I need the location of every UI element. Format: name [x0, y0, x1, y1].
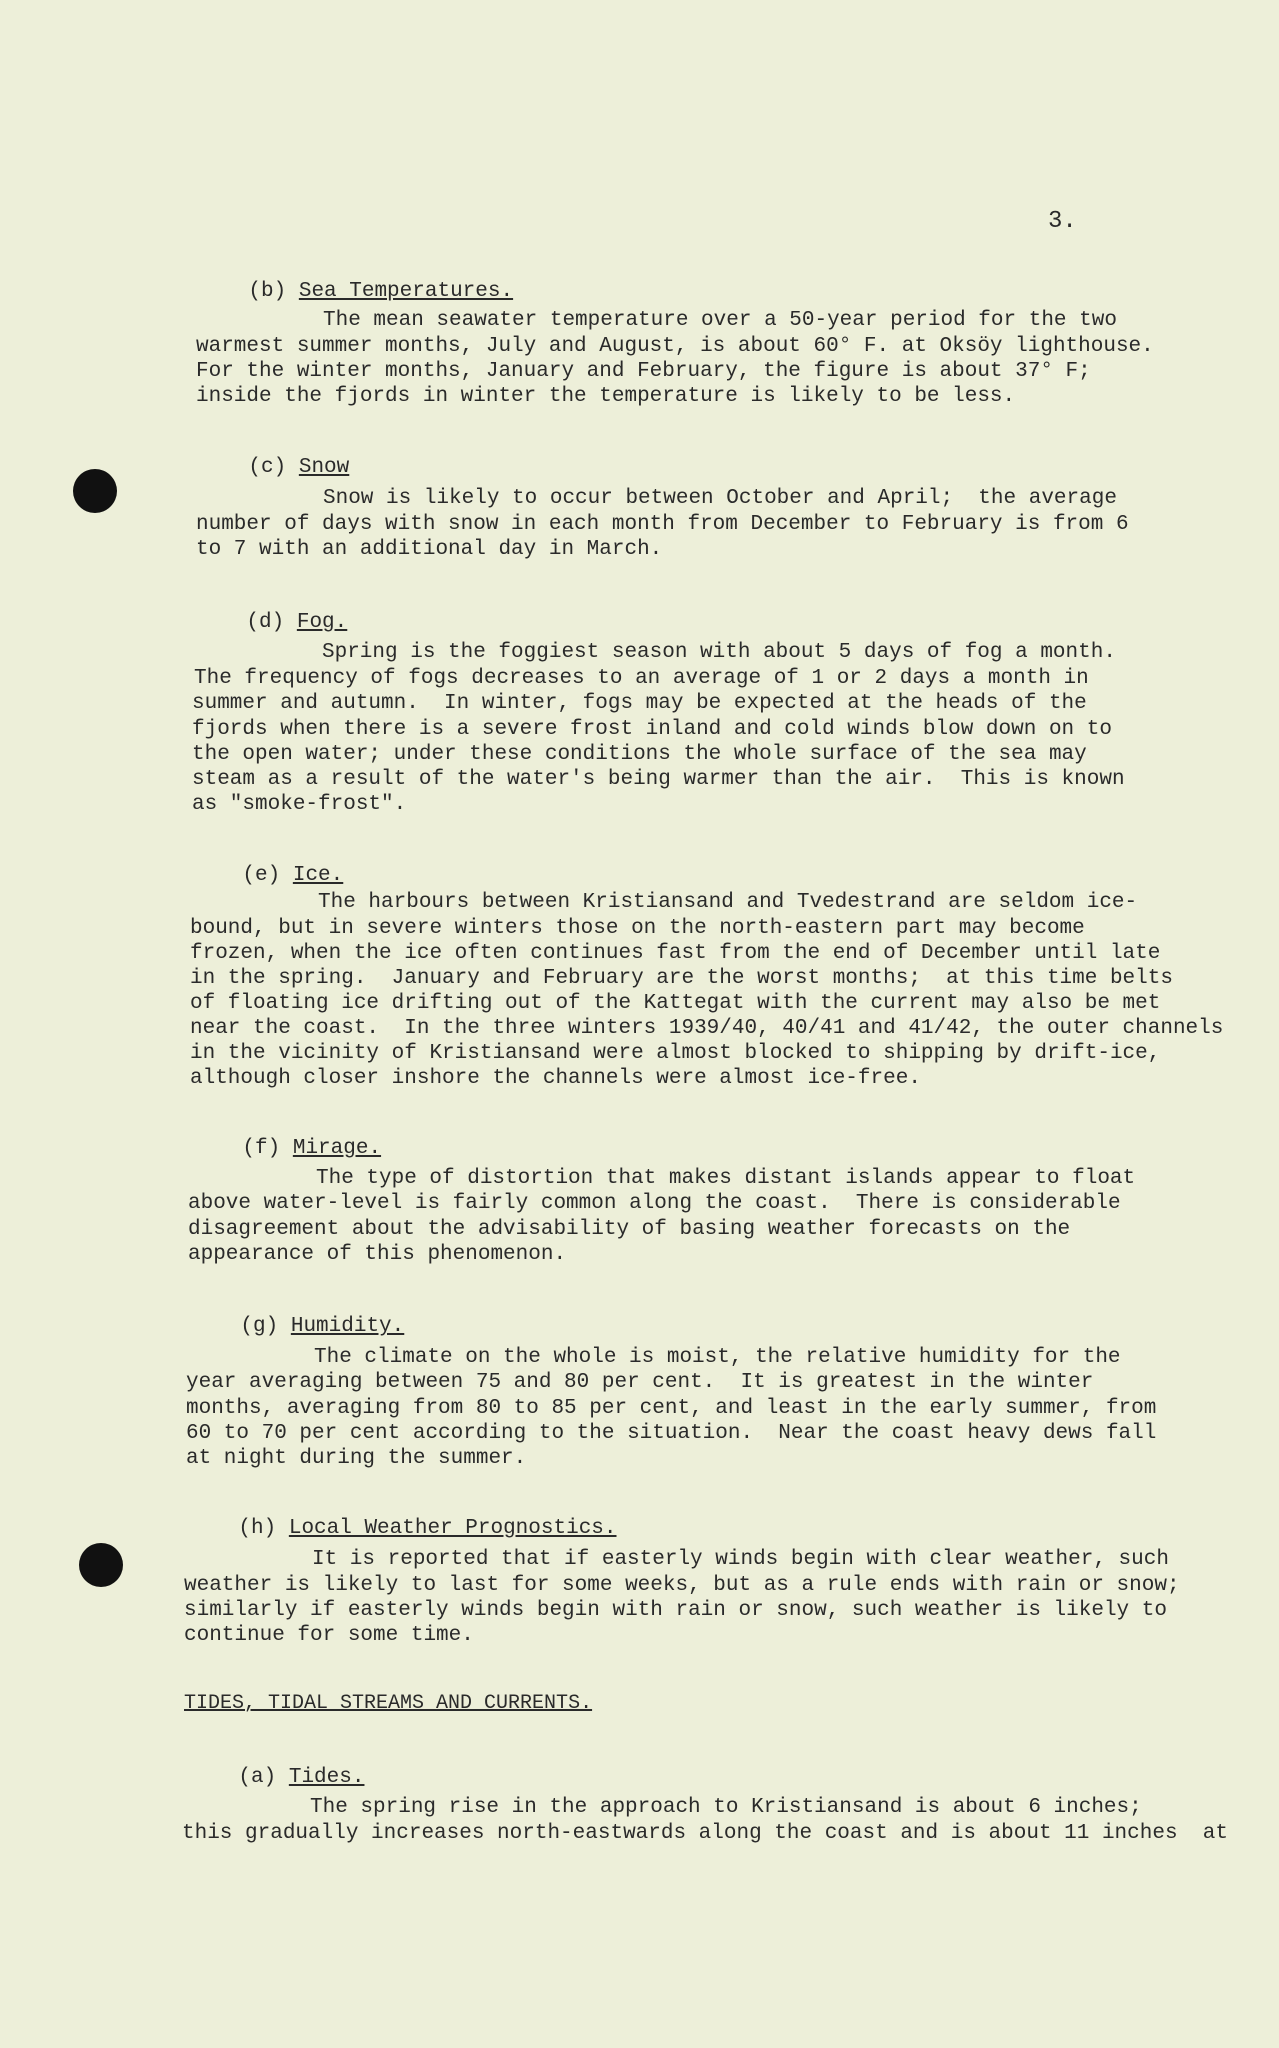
text-line: although closer inshore the channels were almost ice-free.: [190, 1067, 921, 1090]
section-title: Snow: [298, 456, 350, 479]
text-line: fjords when there is a severe frost inland and cold winds blow down on to: [192, 718, 1112, 741]
text-line: in the spring. January and February are the worst months; at this time belts: [190, 967, 1173, 990]
section-title: Ice.: [292, 864, 344, 887]
section-marker: (f): [242, 1137, 281, 1160]
section-marker: (g): [240, 1315, 279, 1338]
text-line: continue for some time.: [184, 1624, 474, 1647]
text-line: as "smoke-frost".: [192, 793, 407, 816]
text-line: It is reported that if easterly winds begin with clear weather, such: [312, 1548, 1169, 1571]
punch-hole-bottom: [79, 1543, 123, 1587]
section-title: Tides.: [288, 1766, 365, 1789]
text-line: disagreement about the advisability of basing weather forecasts on the: [188, 1218, 1071, 1241]
punch-hole-top: [73, 469, 117, 513]
section-marker: (e): [242, 864, 281, 887]
text-line: inside the fjords in winter the temperature is likely to be less.: [196, 385, 1016, 408]
tides-section-title: TIDES, TIDAL STREAMS AND CURRENTS.: [184, 1692, 593, 1715]
section-marker: (d): [246, 611, 285, 634]
text-line: number of days with snow in each month from December to February is from 6: [196, 513, 1129, 536]
text-line: Snow is likely to occur between October and April; the average: [323, 487, 1117, 510]
text-line: The mean seawater temperature over a 50-year period for the two: [323, 309, 1117, 332]
text-line: above water-level is fairly common along the coast. There is considerable: [188, 1192, 1121, 1215]
text-line: Spring is the foggiest season with about 5 days of fog a month.: [322, 641, 1116, 664]
text-line: the open water; under these conditions the whole surface of the sea may: [192, 743, 1087, 766]
section-marker: (a): [238, 1766, 277, 1789]
text-line: 60 to 70 per cent according to the situation. Near the coast heavy dews fall: [186, 1422, 1157, 1445]
text-line: The spring rise in the approach to Kristiansand is about 6 inches;: [310, 1796, 1142, 1819]
text-line: For the winter months, January and February, the figure is about 37° F;: [196, 360, 1091, 383]
section-marker: (h): [238, 1517, 277, 1540]
text-line: to 7 with an additional day in March.: [196, 538, 663, 561]
section-marker: (b): [248, 280, 287, 303]
text-line: warmest summer months, July and August, is about 60° F. at Oksöy lighthouse.: [196, 335, 1154, 358]
text-line: similarly if easterly winds begin with rain or snow, such weather is likely to: [184, 1599, 1167, 1622]
text-line: of floating ice drifting out of the Kattegat with the current may also be met: [190, 992, 1161, 1015]
text-line: in the vicinity of Kristiansand were almost blocked to shipping by drift-ice,: [190, 1042, 1161, 1065]
text-line: this gradually increases north-eastwards along the coast and is about 11 inches at: [182, 1822, 1228, 1845]
text-line: months, averaging from 80 to 85 per cent, and least in the early summer, from: [186, 1397, 1157, 1420]
text-line: The frequency of fogs decreases to an average of 1 or 2 days a month in: [194, 667, 1089, 690]
text-line: bound, but in severe winters those on the north-eastern part may become: [190, 917, 1085, 940]
section-title: Sea Temperatures.: [298, 280, 514, 303]
text-line: summer and autumn. In winter, fogs may be expected at the heads of the: [192, 692, 1087, 715]
text-line: appearance of this phenomenon.: [188, 1243, 567, 1266]
section-title: Mirage.: [292, 1137, 382, 1160]
section-title: Humidity.: [290, 1315, 405, 1338]
text-line: steam as a result of the water's being warmer than the air. This is known: [192, 768, 1125, 791]
text-line: The harbours between Kristiansand and Tvedestrand are seldom ice-: [318, 891, 1138, 914]
text-line: The type of distortion that makes distant islands appear to float: [316, 1167, 1136, 1190]
text-line: near the coast. In the three winters 1939/40, 40/41 and 41/42, the outer channels: [190, 1017, 1224, 1040]
text-line: frozen, when the ice often continues fast from the end of December until late: [190, 942, 1161, 965]
text-line: year averaging between 75 and 80 per cent. It is greatest in the winter: [186, 1371, 1094, 1394]
page-number: 3.: [1048, 208, 1077, 235]
text-line: weather is likely to last for some weeks, but as a rule ends with rain or snow;: [184, 1574, 1180, 1597]
section-title: Local Weather Prognostics.: [288, 1517, 617, 1540]
section-marker: (c): [248, 456, 287, 479]
text-line: at night during the summer.: [186, 1447, 527, 1470]
text-line: The climate on the whole is moist, the relative humidity for the: [314, 1346, 1121, 1369]
section-title: Fog.: [296, 611, 348, 634]
